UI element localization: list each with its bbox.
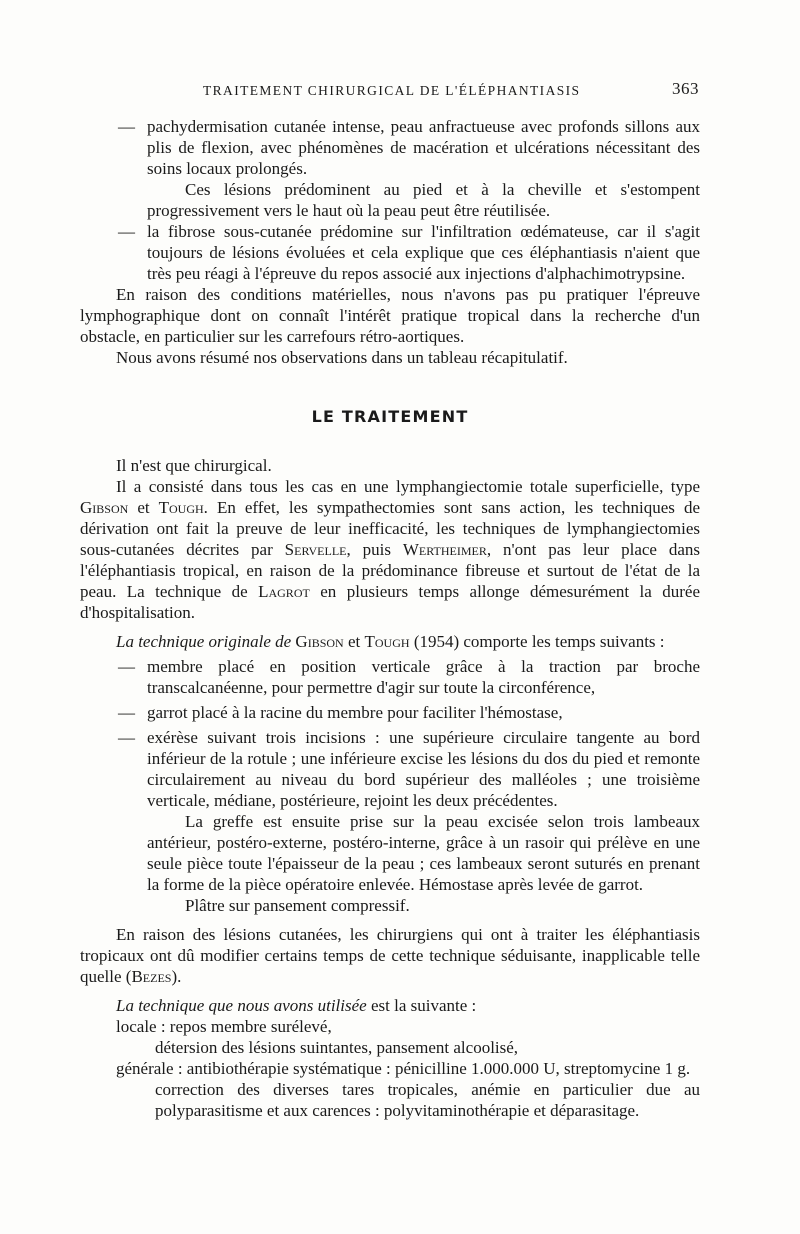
paragraph: Ces lésions prédominent au pied et à la cheville et s'estompent progressivement vers le haut où la peau peut être réutilisée. [147, 180, 700, 220]
paragraph: Plâtre sur pansement compressif. [185, 896, 410, 915]
paragraph: La greffe est ensuite prise sur la peau excisée selon trois lambeaux antérieur, postéro-externe, postéro-interne, grâce à un rasoir qui prélève en une seule pièce toute l'épaisseur de la peau ; ces lambeaux seront suturés en prenant la forme de la pièce opératoire enlevée. Hémostase après levée de garrot. [147, 812, 700, 894]
author-name: Lagrot [258, 582, 310, 601]
paragraph: La technique originale de Gibson et Tough (1954) comporte les temps suivants : [116, 632, 665, 651]
paragraph: Il n'est que chirurgical. [116, 456, 272, 475]
list-item: détersion des lésions suintantes, pansement alcoolisé, [155, 1038, 519, 1057]
list-item: — pachydermisation cutanée intense, peau anfractueuse avec profonds sillons aux plis de flexion, avec phénomènes de macération et ulcérations nécessitant des soins locaux prolongés. [118, 117, 700, 178]
paragraph: La technique que nous avons utilisée est la suivante : [116, 996, 477, 1015]
list-item: — exérèse suivant trois incisions : une supérieure circulaire tangente au bord inférieur de la rotule ; une inférieure excise les lésions du dos du pied et remonte circulairement au niveau du bord supérieur des malléoles ; une troisième verticale, médiane, postérieure, rejoint les deux précédentes. [118, 728, 700, 810]
author-name: Tough [364, 632, 410, 651]
running-title: TRAITEMENT CHIRURGICAL DE L'ÉLÉPHANTIASIS [203, 83, 581, 98]
list-item: générale : antibiothérapie systématique : pénicilline 1.000.000 U, streptomycine 1 g. [116, 1059, 691, 1078]
author-name: Servelle [284, 540, 347, 559]
author-name: Wertheimer [402, 540, 487, 559]
paragraph: Il a consisté dans tous les cas en une lymphangiectomie totale superficielle, type Gibson et Tough. En effet, les sympathectomies sont sans action, les techniques de dérivation ont fait la preuve de leur inefficacité, les techniques de lymphangiectomies sous-cutanées décrites par Servelle, puis Wertheimer, n'ont pas leur place dans l'éléphantiasis tropical, en raison de la prédominance fibreuse et surtout de l'état de la peau. La technique de Lagrot en plusieurs temps allonge démesurément la durée d'hospitalisation. [80, 477, 701, 622]
paragraph: En raison des conditions matérielles, nous n'avons pas pu pratiquer l'épreuve lymphographique dont on connaît l'intérêt pratique tropical dans la recherche d'un obstacle, en particulier sur les carrefours rétro-aortiques. [80, 285, 700, 346]
list-item: — garrot placé à la racine du membre pour faciliter l'hémostase, [118, 703, 563, 722]
paragraph: En raison des lésions cutanées, les chirurgiens qui ont à traiter les éléphantiasis tropicaux ont dû modifier certains temps de cette technique séduisante, inapplicable telle quelle (Bezes). [80, 925, 700, 986]
author-name: Gibson [80, 498, 129, 517]
author-name: Tough [158, 498, 204, 517]
list-item: locale : repos membre surélevé, [116, 1017, 332, 1036]
section-heading: LE TRAITEMENT [311, 407, 469, 426]
author-name: Bezes [131, 967, 172, 986]
page-number: 363 [672, 79, 699, 98]
paragraph: Nous avons résumé nos observations dans un tableau récapitulatif. [116, 348, 568, 367]
list-item: — membre placé en position verticale grâce à la traction par broche transcalcanéenne, pour permettre d'agir sur toute la circonférence, [118, 657, 700, 697]
author-name: Gibson [295, 632, 344, 651]
body-text [80, 116, 700, 1121]
list-item: correction des diverses tares tropicales, anémie en particulier due au polyparasitisme et aux carences : polyvitaminothérapie et déparasitage. [155, 1080, 700, 1120]
list-item: — la fibrose sous-cutanée prédomine sur l'infiltration œdémateuse, car il s'agit toujours de lésions évoluées et cela explique que ces éléphantiasis n'aient que très peu réagi à l'épreuve du repos associé aux injections d'alphachimotrypsine. [118, 222, 700, 283]
